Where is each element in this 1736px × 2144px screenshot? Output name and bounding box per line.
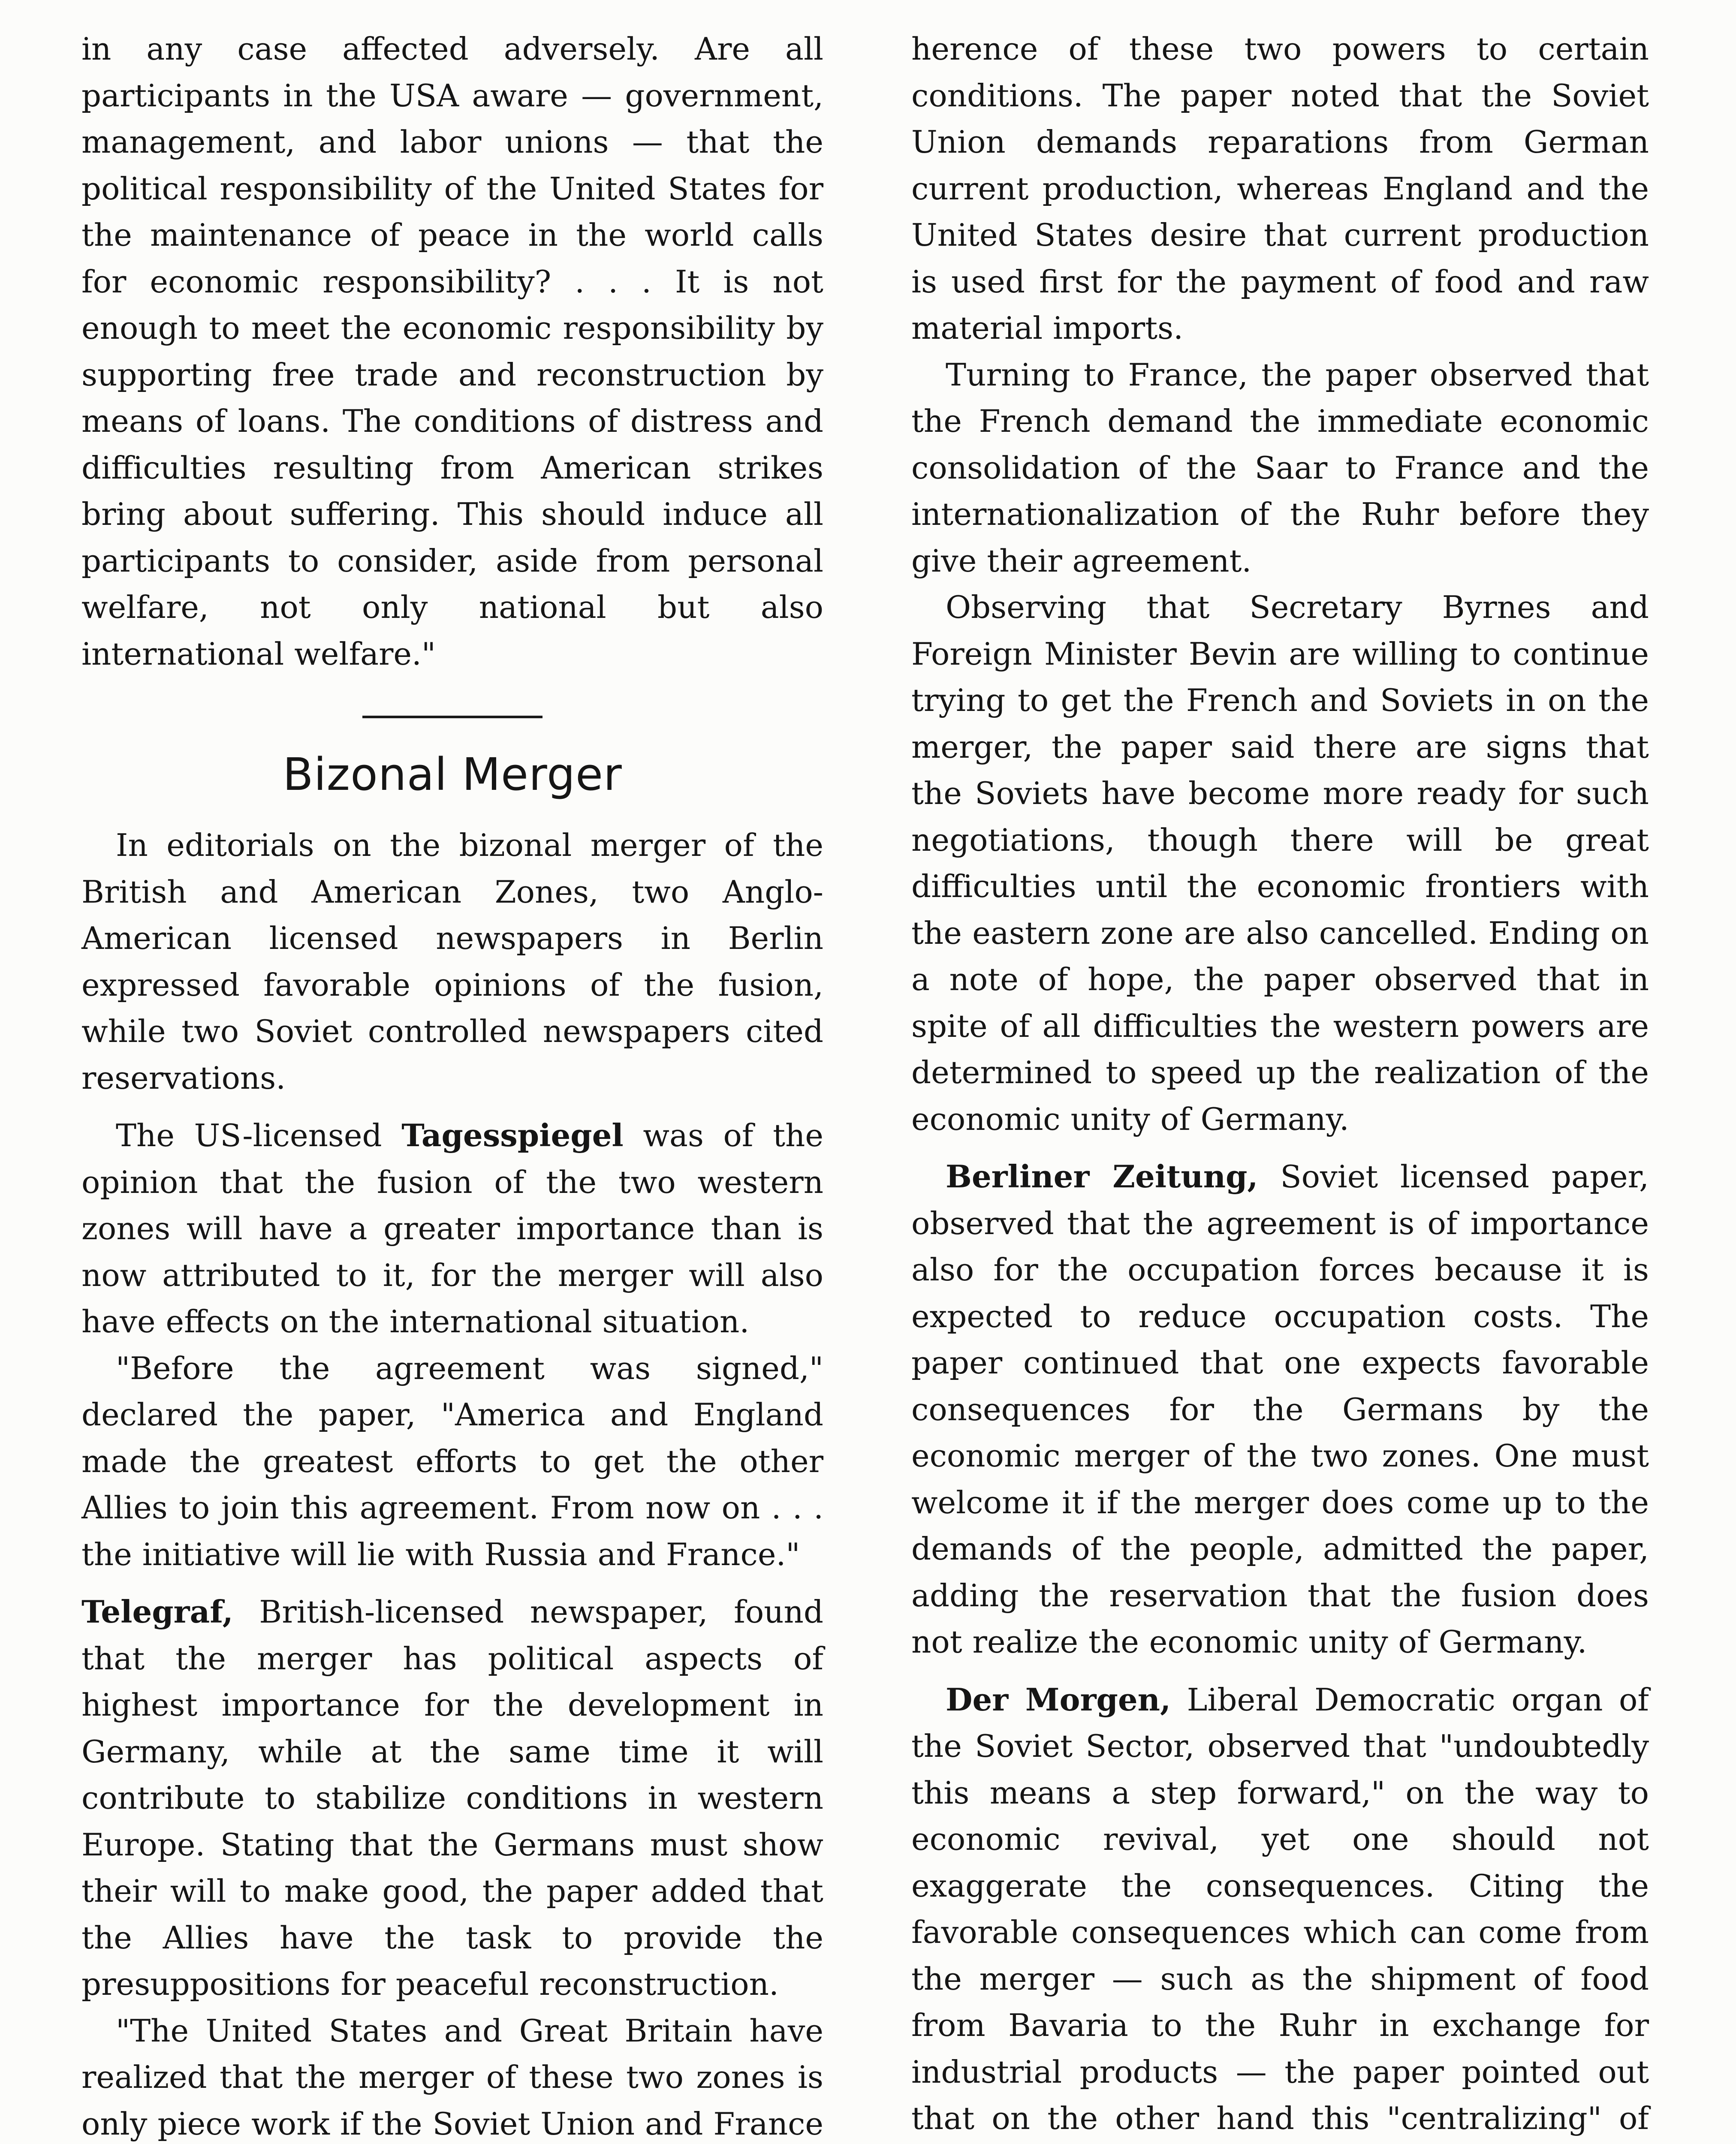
left-paragraph-5-body: British-licensed newspaper, found that the merger has political aspects of highest importance for the development in Germany, while at the same time it will contribute to stabilize conditions in western Europe. Stating that the Germans must show their will to make good, the paper added that the Allies have the task to provide the presuppositions for peaceful reconstruction.	[81, 1594, 823, 2002]
newspaper-name-tagesspiegel: Tagesspiegel	[401, 1117, 624, 1153]
left-paragraph-3	[81, 1112, 823, 1345]
left-paragraph-5	[81, 1589, 823, 2008]
newspaper-name-berliner-zeitung: Berliner Zeitung,	[946, 1158, 1258, 1195]
newspaper-name-der-morgen: Der Morgen,	[946, 1681, 1171, 1718]
left-column	[81, 26, 823, 2144]
newspaper-name-telegraf: Telegraf,	[81, 1593, 233, 1630]
left-paragraph-2: In editorials on the bizonal merger of the British and American Zones, two Anglo-American licensed newspapers in Berlin expressed favorable opinions of the fusion, while two Soviet controlled newspapers cited reservations.	[81, 827, 823, 1096]
right-column	[911, 26, 1649, 2144]
section-divider	[362, 716, 542, 718]
right-paragraph-1: herence of these two powers to certain conditions. The paper noted that the Soviet Union demands reparations from German current production, whereas England and the United States desire that current production is used first for the payment of food and raw material imports.	[911, 31, 1649, 346]
left-paragraph-3-lead: The US-licensed	[116, 1117, 382, 1153]
left-paragraph-4: "Before the agreement was signed," declared the paper, "America and England made the greatest efforts to get the other Allies to join this agreement. From now on . . . the initiative will lie with Russia and France."	[81, 1350, 823, 1572]
right-paragraph-4-body: Soviet licensed paper, observed that the agreement is of importance also for the occupation forces because it is expected to reduce occupation costs. The paper continued that one expects favorable consequences for the Germans by the economic merger of the two zones. One must welcome it if the merger does come up to the demands of the people, admitted the paper, adding the reservation that the fusion does not realize the economic unity of Germany.	[911, 1159, 1649, 1660]
right-paragraph-5	[911, 1677, 1649, 2144]
right-paragraph-4	[911, 1153, 1649, 1665]
right-paragraph-5-body: Liberal Democratic organ of the Soviet Sector, observed that "undoubtedly this means a step forward," on the way to economic revival, yet one should not exaggerate the consequences. Citing the favorable consequences which can come from the merger — such as the shipment of food from Bavaria to the Ruhr in exchange for industrial products — the paper pointed out that on the other hand this "centralizing" of	[911, 1681, 1649, 2136]
right-paragraph-2: Turning to France, the paper observed that the French demand the immediate economic consolidation of the Saar to France and the internationalization of the Ruhr before they give their agreement.	[911, 356, 1649, 579]
left-paragraph-3-body: was of the opinion that the fusion of the two western zones will have a greater importance than is now attributed to it, for the merger will also have effects on the international situation.	[81, 1117, 824, 1340]
section-heading: Bizonal Merger	[283, 748, 622, 801]
right-paragraph-3: Observing that Secretary Byrnes and Foreign Minister Bevin are willing to continue trying to get the French and Soviets in on the merger, the paper said there are signs that the Soviets have become more ready for such negotiations, though there will be great difficulties until the economic frontiers with the eastern zone are also cancelled. Ending on a note of hope, the paper observed that in spite of all difficulties the western powers are determined to speed up the realization of the economic unity of Germany.	[911, 589, 1649, 1137]
left-paragraph-6: "The United States and Great Britain have realized that the merger of these two zones is only piece work if the Soviet Union and France	[81, 2012, 823, 2142]
left-paragraph-1: in any case affected adversely. Are all participants in the USA aware — government, management, and labor unions — that the political responsibility of the United States for the maintenance of peace in the world calls for economic responsibility? . . . It is not enough to meet the economic responsibility by supporting free trade and reconstruction by means of loans. The conditions of distress and difficulties resulting from American strikes bring about suffering. This should induce all participants to consider, aside from personal welfare, not only national but also international welfare."	[81, 31, 823, 672]
